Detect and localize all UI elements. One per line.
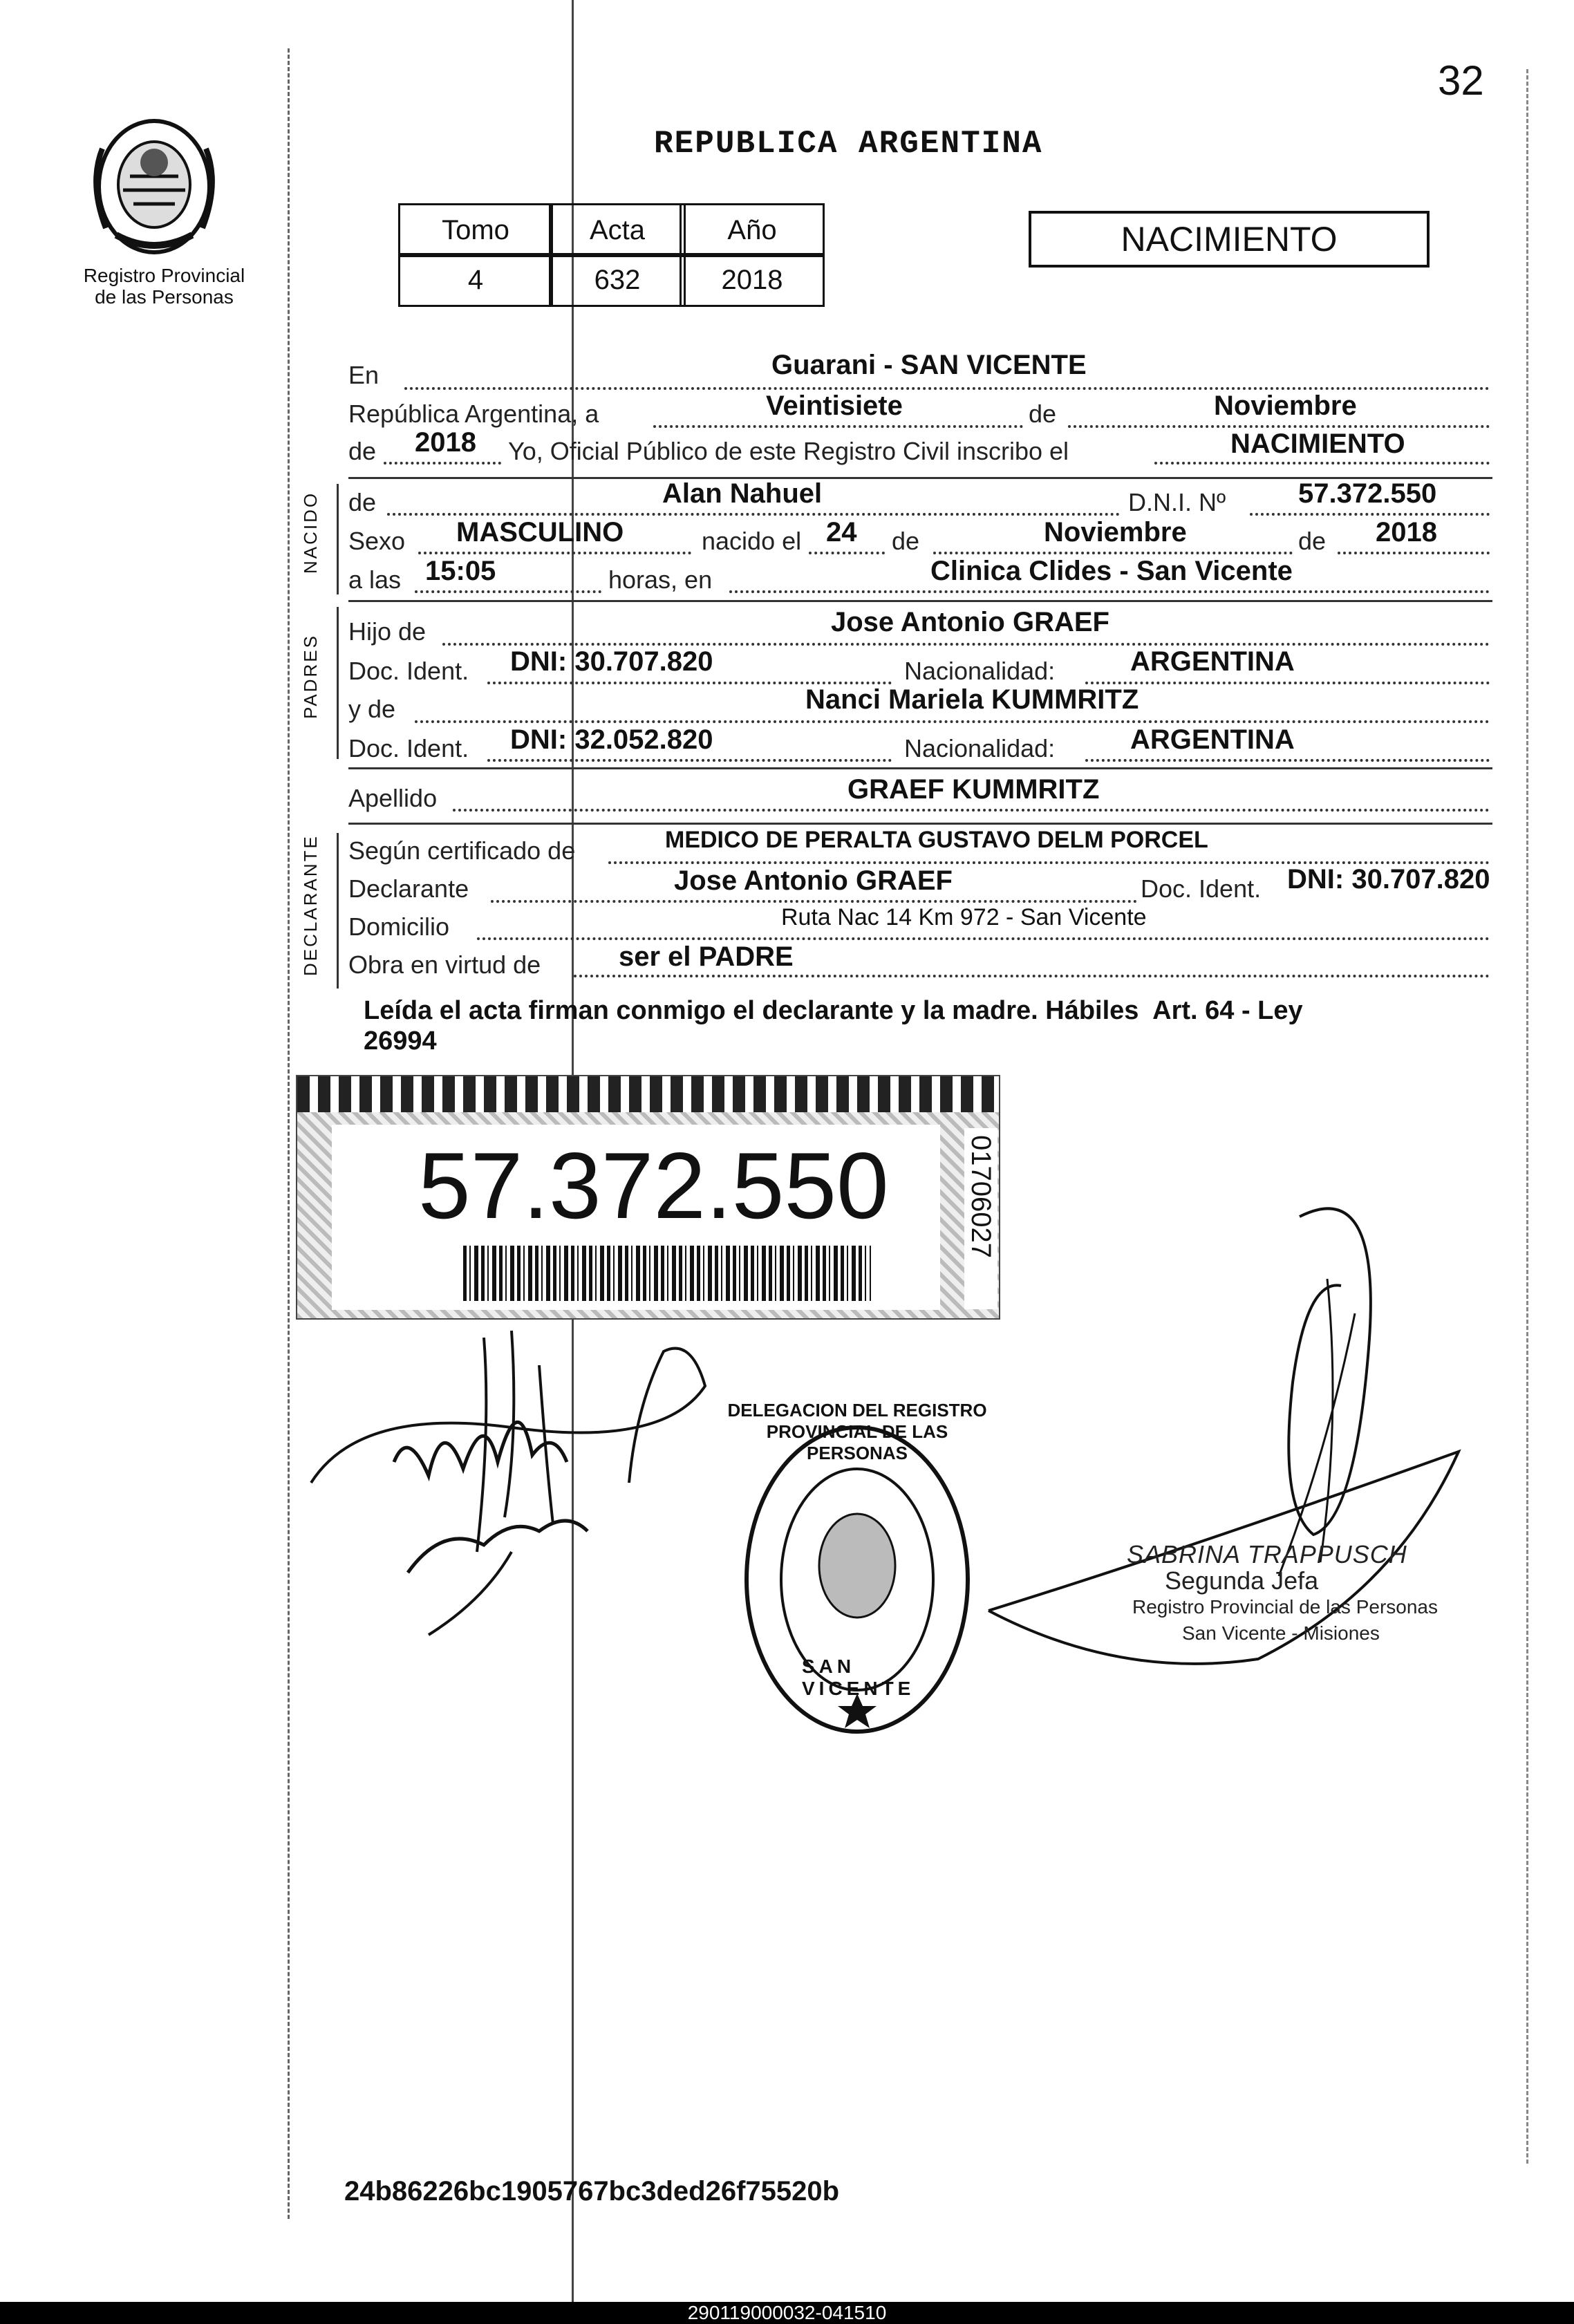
closing-line1: Leída el acta firman conmigo el declarante y la madre. Hábiles Art. 64 - Ley (364, 996, 1303, 1025)
declarant-doc: DNI: 30.707.820 (1287, 864, 1490, 894)
sticker-number-panel (332, 1125, 940, 1310)
place-value: Guarani - SAN VICENTE (771, 350, 1087, 380)
footer-bar (0, 2302, 1574, 2324)
closing-text (364, 995, 1303, 1056)
official-location: San Vicente - Misiones (1182, 1622, 1380, 1644)
table-header-tomo: Tomo (398, 203, 553, 257)
mother-doc: DNI: 32.052.820 (510, 724, 713, 755)
table-value-anio: 2018 (680, 253, 825, 307)
registry-stamp (727, 1400, 987, 1739)
org-name-line2: de las Personas (95, 286, 234, 308)
right-margin-line (1526, 69, 1528, 2164)
sticker-serial: 01706027 (966, 1135, 996, 1258)
label-birth-de: de (892, 527, 920, 555)
label-declarant-doc: Doc. Ident. (1141, 874, 1262, 903)
signature-icon (304, 1324, 719, 1649)
label-nacido-el: nacido el (702, 527, 802, 555)
label-de-year: de (348, 437, 377, 465)
birth-place: Clinica Clides - San Vicente (930, 556, 1293, 586)
certificate: MEDICO DE PERALTA GUSTAVO DELM PORCEL (665, 827, 1208, 853)
label-mother-doc: Doc. Ident. (348, 734, 469, 762)
closing-line2: 26994 (364, 1027, 437, 1056)
official-name: SABRINA TRAPPUSCH (1127, 1540, 1407, 1568)
label-republica: República Argentina, a (348, 400, 599, 428)
page-number: 32 (1438, 57, 1484, 104)
label-sexo: Sexo (348, 527, 406, 555)
section-label-declarante: DECLARANTE (300, 834, 321, 976)
label-father-nat: Nacionalidad: (904, 657, 1056, 685)
stamp-text-outer: DELEGACION DEL REGISTRO PROVINCIAL DE LAS PERSONAS (727, 1400, 987, 1463)
father-name: Jose Antonio GRAEF (831, 607, 1109, 637)
section-label-padres: PADRES (300, 634, 321, 719)
birth-month: Noviembre (1044, 517, 1187, 547)
province-emblem (75, 107, 234, 259)
label-declarante: Declarante (348, 874, 469, 903)
emblem-seal-icon (75, 107, 234, 259)
label-horas-en: horas, en (608, 565, 713, 594)
table-header-acta: Acta (549, 203, 686, 257)
table-value-acta: 632 (549, 253, 686, 307)
org-name (41, 265, 287, 308)
mother-name: Nanci Mariela KUMMRITZ (805, 684, 1139, 715)
barcode (463, 1246, 871, 1301)
date-year: 2018 (415, 427, 476, 458)
label-dni: D.N.I. Nº (1128, 488, 1226, 516)
newborn-dni: 57.372.550 (1298, 478, 1437, 509)
official-stamp (1127, 1541, 1438, 1647)
date-day: Veintisiete (766, 391, 903, 421)
official-office: Registro Provincial de las Personas (1132, 1596, 1438, 1618)
label-birth-de2: de (1298, 527, 1327, 555)
label-apellido: Apellido (348, 784, 438, 812)
footer-code: 290119000032-041510 (687, 2302, 887, 2323)
label-en: En (348, 361, 380, 389)
label-father-doc: Doc. Ident. (348, 657, 469, 685)
father-doc: DNI: 30.707.820 (510, 646, 713, 677)
label-mother-nat: Nacionalidad: (904, 734, 1056, 762)
newborn-name: Alan Nahuel (662, 478, 823, 509)
left-margin-line (288, 48, 290, 2219)
mother-nationality: ARGENTINA (1130, 724, 1295, 755)
table-value-tomo: 4 (398, 253, 553, 307)
table-header-anio: Año (680, 203, 825, 257)
label-domicilio: Domicilio (348, 912, 450, 941)
newborn-sex: MASCULINO (456, 517, 624, 547)
date-month: Noviembre (1214, 391, 1357, 421)
doc-type: NACIMIENTO (1121, 220, 1338, 259)
official-role: Segunda Jefa (1165, 1566, 1319, 1595)
page-title: REPUBLICA ARGENTINA (654, 126, 1043, 162)
label-yo: Yo, Oficial Público de este Registro Civil inscribo el (508, 437, 1069, 465)
act-type: NACIMIENTO (1230, 429, 1405, 459)
label-nacido-de: de (348, 488, 377, 516)
label-de-month: de (1029, 400, 1057, 428)
birth-day: 24 (826, 517, 857, 547)
label-obra: Obra en virtud de (348, 950, 541, 979)
address: Ruta Nac 14 Km 972 - San Vicente (781, 904, 1147, 930)
document-hash: 24b86226bc1905767bc3ded26f75520b (344, 2176, 840, 2206)
id-sticker (296, 1075, 1000, 1320)
label-certificado: Según certificado de (348, 836, 576, 865)
obra-value: ser el PADRE (619, 941, 794, 972)
section-label-nacido: NACIDO (300, 491, 321, 574)
sticker-number: 57.372.550 (418, 1133, 889, 1238)
sticker-pattern (297, 1076, 999, 1112)
surname: GRAEF KUMMRITZ (847, 774, 1100, 805)
declarant-signature (304, 1324, 719, 1649)
label-hijo-de: Hijo de (348, 617, 427, 646)
birth-time: 15:05 (425, 556, 496, 586)
birth-year: 2018 (1376, 517, 1437, 547)
doc-type-box (1029, 211, 1430, 268)
declarant-name: Jose Antonio GRAEF (674, 865, 953, 896)
label-a-las: a las (348, 565, 402, 594)
label-y-de: y de (348, 695, 396, 723)
stamp-text-inner: SAN VICENTE (802, 1656, 915, 1699)
org-name-line1: Registro Provincial (83, 265, 245, 286)
father-nationality: ARGENTINA (1130, 646, 1295, 677)
